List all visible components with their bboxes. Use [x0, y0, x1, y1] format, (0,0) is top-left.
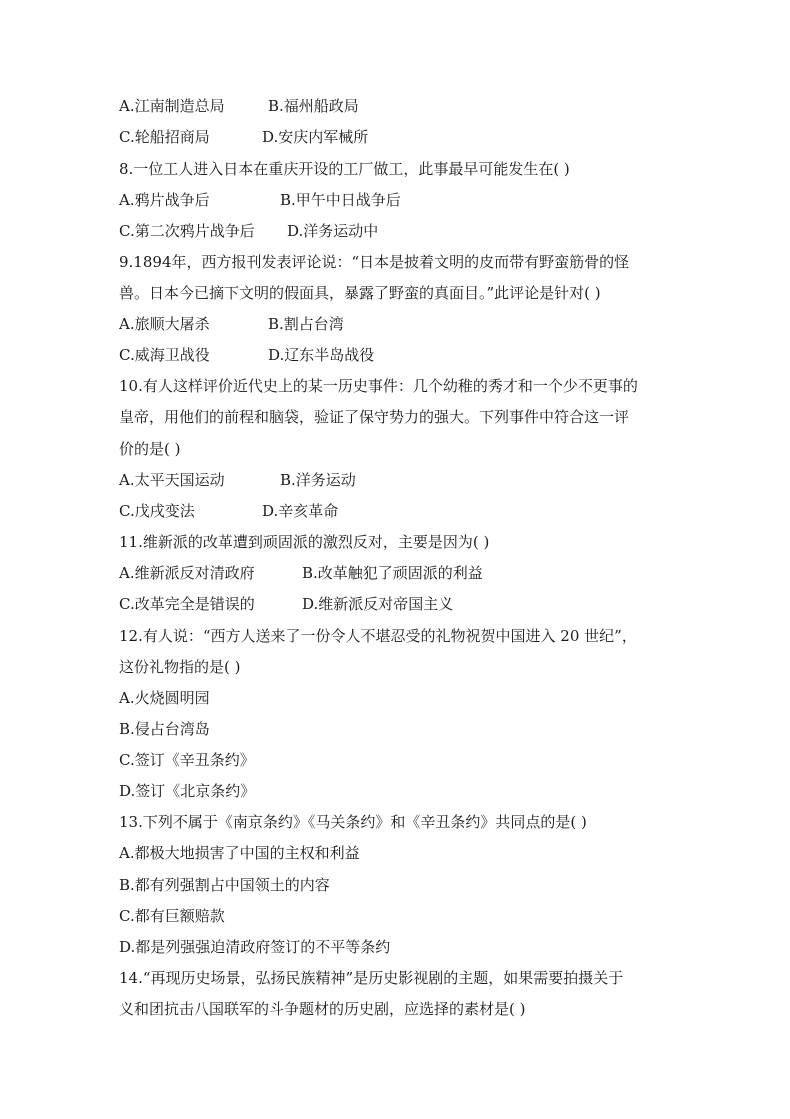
option-line: D.维新派反对帝国主义	[302, 595, 454, 613]
question-text: 10.有人这样评价近代史上的某一历史事件：几个幼稚的秀才和一个少不更事的	[119, 377, 638, 395]
question-text: 义和团抗击八国联军的斗争题材的历史剧，应选择的素材是( )	[119, 1000, 526, 1018]
option-line: C.戊戌变法	[119, 502, 195, 520]
option-line: A.江南制造总局	[119, 97, 225, 115]
option-line: A.旅顺大屠杀	[119, 315, 210, 333]
option-line: A.鸦片战争后	[119, 191, 210, 209]
option-line: D.安庆内军械所	[262, 128, 369, 146]
question-text: 11.维新派的改革遭到顽固派的激烈反对，主要是因为( )	[119, 533, 490, 551]
option-line: C.轮船招商局	[119, 128, 210, 146]
option-line: D.都是列强强迫清政府签订的不平等条约	[119, 938, 391, 956]
question-text: 13.下列不属于《南京条约》《马关条约》和《辛丑条约》共同点的是( )	[119, 813, 587, 831]
option-line: A.火烧圆明园	[119, 689, 210, 707]
question-text: 12.有人说：“西方人送来了一份令人不堪忍受的礼物祝贺中国进入 20 世纪”，	[119, 627, 637, 645]
option-line: B.洋务运动	[280, 471, 356, 489]
question-text: 兽。日本今已摘下文明的假面具，暴露了野蛮的真面目。”此评论是针对( )	[119, 284, 601, 302]
option-line: B.改革触犯了顽固派的利益	[302, 564, 483, 582]
option-line: A.太平天国运动	[119, 471, 225, 489]
option-line: B.福州船政局	[268, 97, 359, 115]
option-line: A.维新派反对清政府	[119, 564, 255, 582]
question-text: 价的是( )	[119, 440, 181, 458]
option-line: B.都有列强割占中国领土的内容	[119, 876, 330, 894]
option-line: B.侵占台湾岛	[119, 720, 210, 738]
option-line: D.辽东半岛战役	[268, 346, 375, 364]
option-line: C.都有巨额赔款	[119, 907, 225, 925]
option-line: A.都极大地损害了中国的主权和利益	[119, 844, 360, 862]
option-line: C.改革完全是错误的	[119, 595, 255, 613]
option-line: C.签订《辛丑条约》	[119, 751, 255, 769]
option-line: D.签订《北京条约》	[119, 782, 256, 800]
question-text: 这份礼物指的是( )	[119, 658, 241, 676]
option-line: B.甲午中日战争后	[280, 191, 401, 209]
option-line: D.辛亥革命	[262, 502, 339, 520]
question-text: 8.一位工人进入日本在重庆开设的工厂做工，此事最早可能发生在( )	[119, 160, 570, 178]
question-text: 14.“再现历史场景，弘扬民族精神”是历史影视剧的主题，如果需要拍摄关于	[119, 969, 624, 987]
question-text: 9.1894年，西方报刊发表评论说：“日本是披着文明的皮而带有野蛮筋骨的怪	[119, 253, 630, 271]
option-line: C.第二次鸦片战争后	[119, 222, 255, 240]
option-line: C.威海卫战役	[119, 346, 210, 364]
option-line: D.洋务运动中	[287, 222, 379, 240]
question-text: 皇帝，用他们的前程和脑袋，验证了保守势力的强大。下列事件中符合这一评	[119, 408, 630, 426]
option-line: B.割占台湾	[268, 315, 344, 333]
